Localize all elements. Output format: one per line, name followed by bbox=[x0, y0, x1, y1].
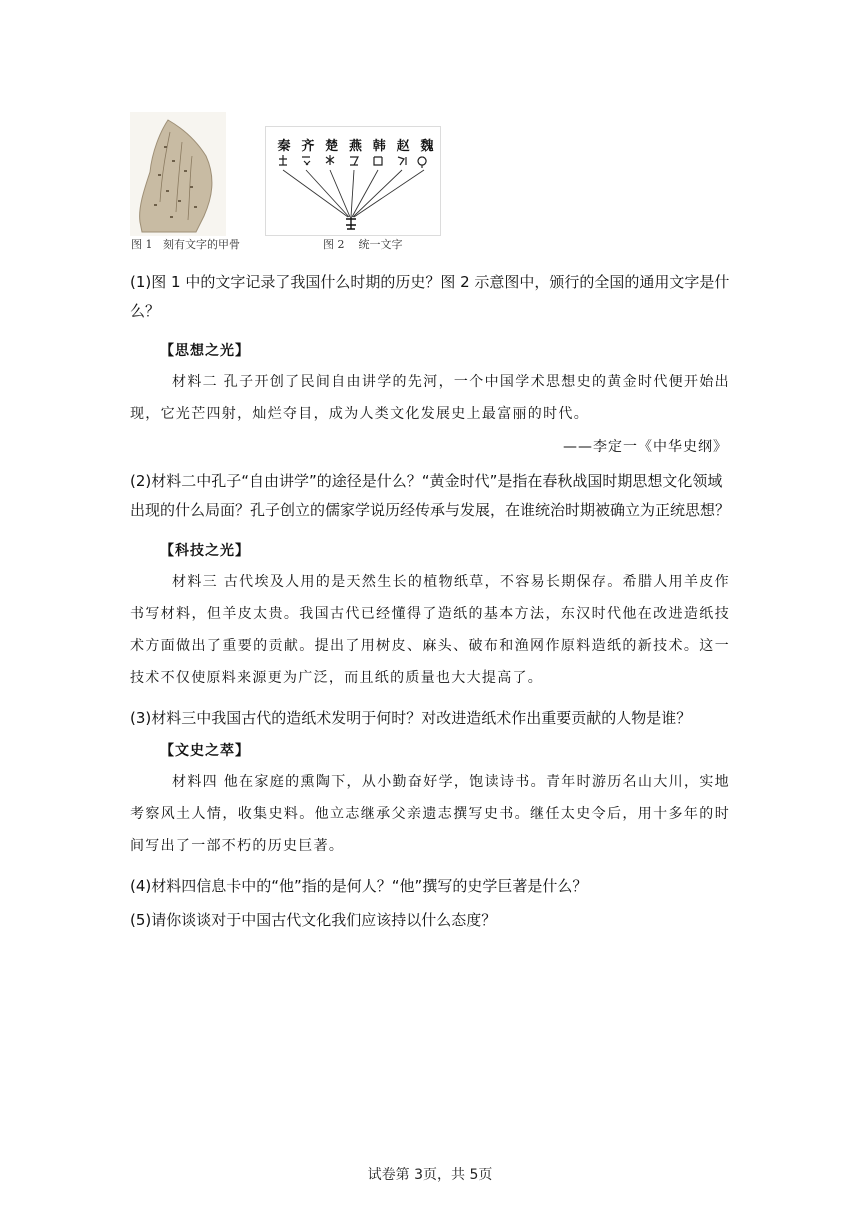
state-qi: 齐 bbox=[301, 139, 315, 154]
state-han: 韩 bbox=[372, 139, 386, 154]
material-2-source: ——李定一《中华史纲》 bbox=[563, 439, 728, 455]
unified-script-diagram bbox=[265, 126, 441, 236]
state-qin: 秦 bbox=[277, 139, 291, 154]
question-4: (4)材料四信息卡中的“他”指的是何人？“他”撰写的史学巨著是什么？ bbox=[130, 877, 588, 895]
figure2-caption: 图 2 统一文字 bbox=[323, 238, 403, 251]
material-3: 材料三 古代埃及人用的是天然生长的植物纸草，不容易长期保存。希腊人用羊皮作书写材料，但羊皮太贵。我国古代已经懂得了造纸的基本方法，东汉时代他在改进造纸技术方面做出了重要的贡献。提出了用树皮、麻头、破布和渔网作原料造纸的新技术。这一技术不仅使原料来源更为广泛，而且纸的质量也大大提高了。 bbox=[130, 574, 730, 686]
state-yan: 燕 bbox=[348, 139, 362, 154]
state-wei: 魏 bbox=[420, 139, 434, 154]
state-chu: 楚 bbox=[325, 139, 339, 154]
script-lines bbox=[266, 127, 442, 237]
question-3: (3)材料三中我国古代的造纸术发明于何时？对改进造纸术作出重要贡献的人物是谁？ bbox=[130, 709, 692, 727]
tech-heading: 【科技之光】 bbox=[160, 543, 250, 559]
figure1-caption: 图 1 刻有文字的甲骨 bbox=[131, 238, 240, 251]
state-zhao: 赵 bbox=[396, 139, 410, 154]
oracle-bone-image bbox=[130, 112, 226, 236]
history-heading: 【文史之萃】 bbox=[160, 743, 250, 759]
material-4: 材料四 他在家庭的熏陶下，从小勤奋好学，饱读诗书。青年时游历名山大川，实地考察风土人情，收集史料。他立志继承父亲遗志撰写史书。继任太史令后，用十多年的时间写出了一部不朽的历史巨著。 bbox=[130, 774, 730, 854]
thought-heading: 【思想之光】 bbox=[160, 343, 250, 359]
page-footer: 试卷第 3页，共 5页 bbox=[367, 1167, 493, 1183]
question-5: (5)请你谈谈对于中国古代文化我们应该持以什么态度？ bbox=[130, 911, 497, 929]
question-1: (1)图 1 中的文字记录了我国什么时期的历史？图 2 示意图中，颁行的全国的通用文字是什么？ bbox=[130, 273, 730, 320]
material-2: 材料二 孔子开创了民间自由讲学的先河，一个中国学术思想史的黄金时代便开始出现，它光芒四射，灿烂夺目，成为人类文化发展史上最富丽的时代。 bbox=[130, 374, 730, 422]
question-2: (2)材料二中孔子“自由讲学”的途径是什么？“黄金时代”是指在春秋战国时期思想文化领域出现的什么局面？孔子创立的儒家学说历经传承与发展，在谁统治时期被确立为正统思想？ bbox=[130, 472, 731, 519]
